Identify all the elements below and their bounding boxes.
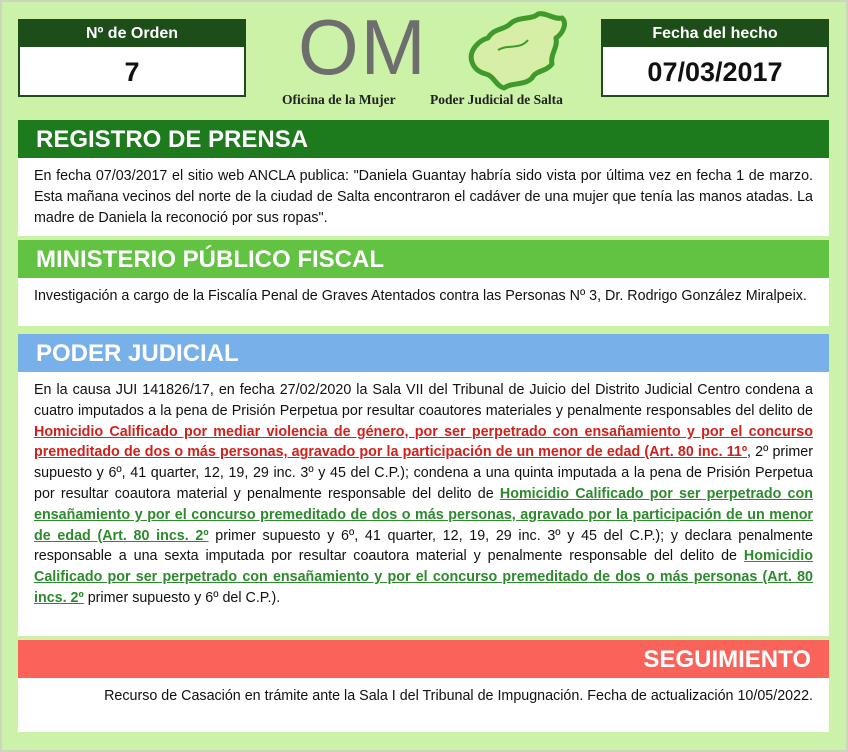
logo-letters: OM <box>298 3 428 91</box>
section-title: MINISTERIO PÚBLICO FISCAL <box>18 240 829 278</box>
fecha-box <box>601 19 829 97</box>
orden-box <box>18 19 246 97</box>
highlight-red: Homicidio Calificado por mediar violencia de género, por ser perpetrado con ensañamiento y por el concurso premeditado de dos o más personas, agravado por la participación de un menor de edad (Art. 80 inc. 11º <box>34 423 813 461</box>
text-part: En la causa JUI 141826/17, en fecha 27/02/2020 la Sala VII del Tribunal de Juicio del Distrito Judicial Centro condena a cuatro imputados a la pena de Prisión Perpetua por resultar coautores materiales y penalmente responsables del delito de <box>34 382 813 419</box>
text-part: primer supuesto y 6º, 41 quarter, 12, 19, 29 inc. 3º y 45 del C.P.); y declara penalmente responsable a una sexta imputada por resultar coautora material y penalmente responsable del delito de <box>34 527 813 565</box>
section-text: Investigación a cargo de la Fiscalía Penal de Graves Atentados contra las Personas Nº 3, Dr. Rodrigo González Miralpeix. <box>34 288 807 304</box>
highlight-green: Homicidio Calificado por ser perpetrado con ensañamiento y por el concurso premeditado de dos o más personas, agravado por la participación de un menor de edad (Art. 80 incs. 2º <box>34 485 813 544</box>
logo-left-text: Oficina de la Mujer <box>282 92 396 107</box>
orden-value: 7 <box>124 57 140 87</box>
text-part: , 2º primer supuesto y 6º, 41 quarter, 12, 19, 29 inc. 3º y 45 del C.P.); condena a una quinta imputada a la pena de Prisión Perpetua por resultar coautora material y penalmente responsable del delito de <box>34 444 813 502</box>
om-logo <box>278 3 578 118</box>
section-text: En fecha 07/03/2017 el sitio web ANCLA publica: "Daniela Guantay habría sido vista por última vez en fecha 1 de marzo. Esta mañana vecinos del norte de la ciudad de Salta encontraron el cadáver de una mujer que tenía las manos atadas. La madre de Daniela la reconoció por sus ropas". <box>34 168 813 226</box>
section-text: Recurso de Casación en trámite ante la Sala I del Tribunal de Impugnación. Fecha de actualización 10/05/2022. <box>104 688 813 704</box>
section-ministerio-fiscal <box>18 240 829 326</box>
logo-right-text: Poder Judicial de Salta <box>430 92 563 107</box>
fecha-value: 07/03/2017 <box>647 57 783 87</box>
section-poder-judicial <box>18 334 829 636</box>
section-title: REGISTRO DE PRENSA <box>18 120 829 158</box>
salta-map-icon <box>458 10 570 92</box>
section-registro-prensa <box>18 120 829 236</box>
text-part: primer supuesto y 6º del C.P.). <box>83 589 281 606</box>
fecha-label: Fecha del hecho <box>603 21 827 47</box>
highlight-green: Homicidio Calificado por ser perpetrado con ensañamiento y por el concurso premeditado de dos o más personas (Art. 80 incs. 2º <box>34 548 813 606</box>
orden-label: Nº de Orden <box>20 21 244 47</box>
section-text <box>18 372 829 617</box>
section-title: SEGUIMIENTO <box>18 640 829 678</box>
section-title: PODER JUDICIAL <box>18 334 829 372</box>
section-seguimiento <box>18 640 829 732</box>
